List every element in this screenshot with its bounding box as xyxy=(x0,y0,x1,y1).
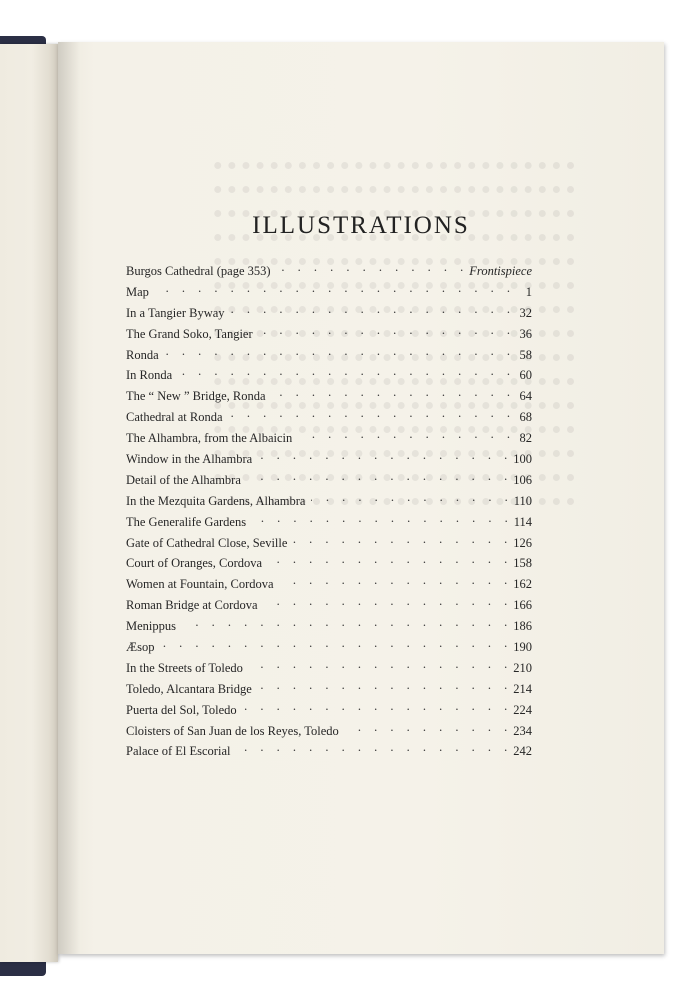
list-item xyxy=(126,281,532,302)
entry-label: Cathedral at Ronda xyxy=(126,410,223,425)
list-item xyxy=(126,615,532,636)
entry-page-number: 82 xyxy=(519,431,532,446)
entry-label: The Alhambra, from the Albaicin xyxy=(126,431,293,446)
dot-leader xyxy=(277,260,464,275)
entry-page-number: 114 xyxy=(513,514,532,529)
dot-leader xyxy=(160,636,507,651)
dot-leader xyxy=(165,344,510,359)
page-title: ILLUSTRATIONS xyxy=(252,212,470,239)
entry-page-number: 68 xyxy=(519,410,532,425)
entry-page-number: 64 xyxy=(519,389,532,404)
entry-label: Burgos Cathedral (page 353) xyxy=(126,264,271,278)
list-item xyxy=(126,657,532,678)
list-item xyxy=(126,302,532,323)
list-item xyxy=(126,511,532,532)
entry-page-number: 234 xyxy=(513,723,532,738)
dot-leader xyxy=(252,511,508,526)
list-item xyxy=(126,573,532,594)
entry-page-number: 224 xyxy=(513,702,532,717)
entry-page-number: Frontispiece xyxy=(469,264,532,278)
entry-label: Map xyxy=(126,284,149,299)
dot-leader xyxy=(178,364,510,379)
entry-label: Cloisters of San Juan de los Reyes, Toledo xyxy=(126,723,339,738)
entry-page-number: 242 xyxy=(513,744,532,759)
entry-label: Court of Oranges, Cordova xyxy=(126,556,263,571)
list-item xyxy=(126,448,532,469)
dot-leader xyxy=(247,469,507,484)
dot-leader xyxy=(345,720,507,735)
entry-page-number: 36 xyxy=(519,326,532,341)
entry-label: Menippus xyxy=(126,619,176,634)
entry-page-number: 100 xyxy=(513,452,532,467)
entry-label: Detail of the Alhambra xyxy=(126,472,241,487)
list-item xyxy=(126,323,532,344)
dot-leader xyxy=(236,740,507,755)
entry-page-number: 190 xyxy=(513,640,532,655)
entry-label: Æsop xyxy=(126,640,155,655)
entry-label: Roman Bridge at Cordova xyxy=(126,598,258,613)
dot-leader xyxy=(280,573,508,588)
dot-leader xyxy=(311,490,507,505)
entry-label: In the Mezquita Gardens, Alhambra xyxy=(126,493,306,508)
dot-leader xyxy=(229,406,511,421)
entry-page-number: 126 xyxy=(513,535,532,550)
dot-leader xyxy=(243,699,508,714)
list-item xyxy=(126,740,532,761)
left-page-edge xyxy=(0,44,58,962)
book-page xyxy=(58,42,664,954)
entry-page-number: 110 xyxy=(513,493,532,508)
dot-leader xyxy=(155,281,510,296)
entry-page-number: 32 xyxy=(519,305,532,320)
entry-page-number: 106 xyxy=(513,472,532,487)
illustrations-list xyxy=(126,260,532,761)
entry-page-number: 162 xyxy=(513,577,532,592)
dot-leader xyxy=(258,448,507,463)
dot-leader xyxy=(298,427,510,442)
entry-label: Women at Fountain, Cordova xyxy=(126,577,274,592)
entry-label: Ronda xyxy=(126,347,159,362)
list-item xyxy=(126,344,532,365)
entry-label: The Generalife Gardens xyxy=(126,514,247,529)
entry-page-number: 186 xyxy=(513,619,532,634)
entry-page-number: 1 xyxy=(525,284,532,299)
entry-label: In the Streets of Toledo xyxy=(126,660,243,675)
page-gutter-shadow xyxy=(58,42,80,954)
entry-label: Gate of Cathedral Close, Seville xyxy=(126,535,288,550)
entry-label: In Ronda xyxy=(126,368,173,383)
list-item xyxy=(126,678,532,699)
dot-leader xyxy=(258,678,507,693)
entry-page-number: 166 xyxy=(513,598,532,613)
dot-leader xyxy=(182,615,507,630)
entry-page-number: 60 xyxy=(519,368,532,383)
list-item xyxy=(126,427,532,448)
entry-label: Window in the Alhambra xyxy=(126,452,253,467)
list-item xyxy=(126,490,532,511)
list-item xyxy=(126,699,532,720)
list-item xyxy=(126,720,532,741)
dot-leader xyxy=(268,552,507,567)
entry-label: Toledo, Alcantara Bridge xyxy=(126,681,252,696)
list-item xyxy=(126,532,532,553)
list-item xyxy=(126,552,532,573)
dot-leader xyxy=(249,657,507,672)
entry-label: The Grand Soko, Tangier xyxy=(126,326,253,341)
dot-leader xyxy=(259,323,510,338)
list-item xyxy=(126,385,532,406)
list-item xyxy=(126,364,532,385)
entry-page-number: 158 xyxy=(513,556,532,571)
entry-label: Palace of El Escorial xyxy=(126,744,231,759)
dot-leader xyxy=(272,385,510,400)
entry-label: Puerta del Sol, Toledo xyxy=(126,702,237,717)
dot-leader xyxy=(293,532,507,547)
list-item xyxy=(126,594,532,615)
entry-page-number: 214 xyxy=(513,681,532,696)
list-item xyxy=(126,406,532,427)
list-item xyxy=(126,260,532,281)
list-item xyxy=(126,636,532,657)
entry-label: In a Tangier Byway xyxy=(126,305,225,320)
entry-page-number: 58 xyxy=(519,347,532,362)
dot-leader xyxy=(264,594,508,609)
list-item xyxy=(126,469,532,490)
entry-page-number: 210 xyxy=(513,660,532,675)
dot-leader xyxy=(231,302,510,317)
entry-label: The “ New ” Bridge, Ronda xyxy=(126,389,266,404)
